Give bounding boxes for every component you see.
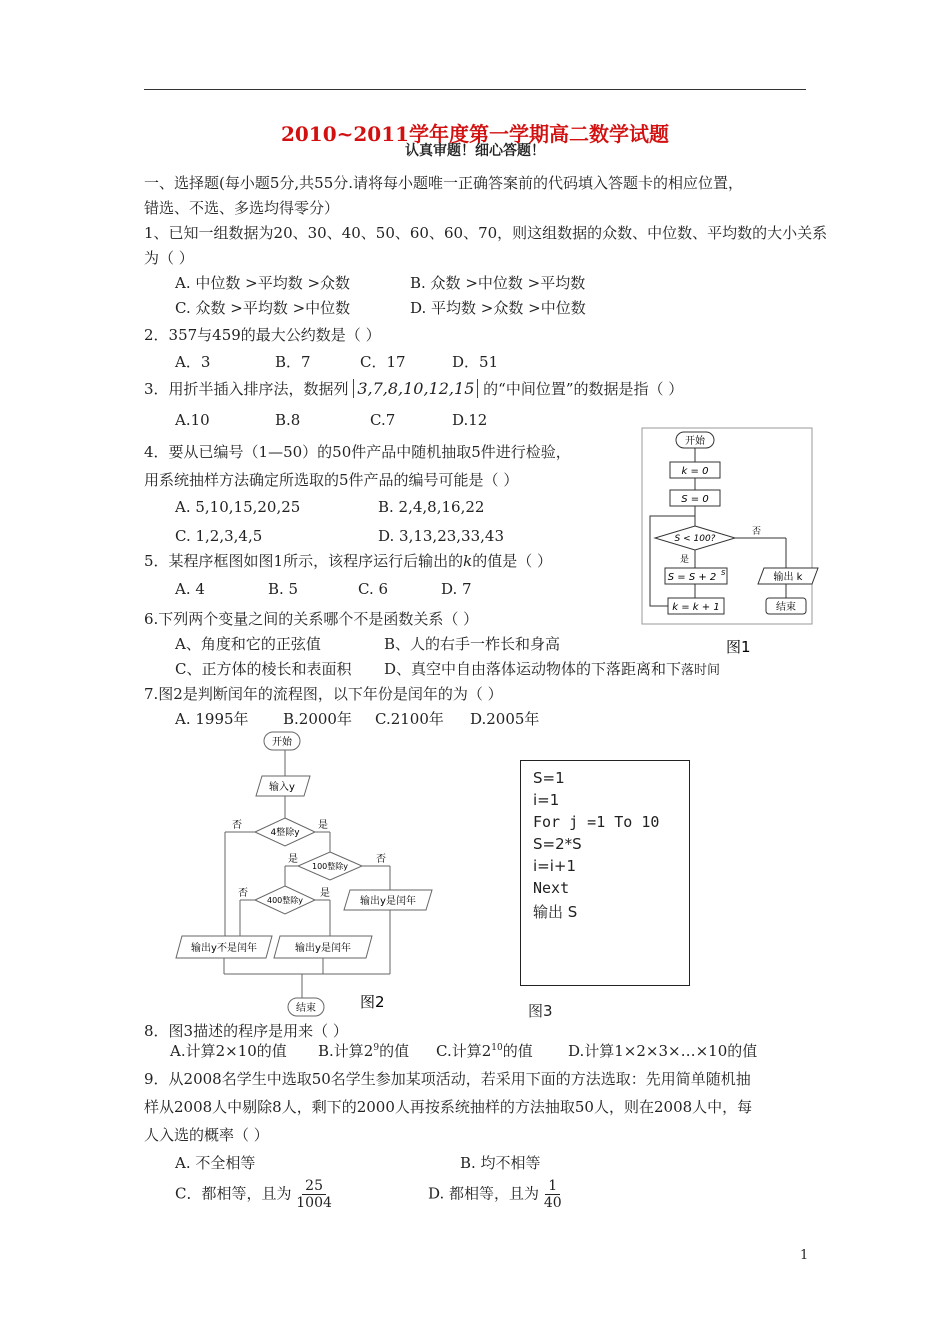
q9-option-d-den: 40 xyxy=(543,1195,562,1211)
fig3-line-3: For j =1 To 10 xyxy=(533,813,660,831)
fig3-line-6: Next xyxy=(533,879,570,897)
q9-option-c-fraction xyxy=(296,1178,332,1211)
fig3-caption: 图3 xyxy=(528,1002,553,1020)
q8-stem: 8．图3描述的程序是用来（ ） xyxy=(144,1022,348,1040)
q9-option-c-den: 1004 xyxy=(296,1195,332,1211)
q9-option-a: A. 不全相等 xyxy=(175,1154,256,1172)
q2-option-d: D．51 xyxy=(452,353,499,371)
q3-stem-pre: 3．用折半插入排序法，数据列 xyxy=(144,380,349,398)
fig2-cond400-no: 否 xyxy=(238,888,248,899)
q2-option-c: C．17 xyxy=(360,353,406,371)
q4-stem-line1: 4．要从已编号（1—50）的50件产品中随机抽取5件进行检验， xyxy=(144,443,571,461)
fig2-cond4-no: 否 xyxy=(232,820,242,831)
fig1-update-s-label: S = S + 2 xyxy=(667,572,717,583)
q6-stem: 6.下列两个变量之间的关系哪个不是函数关系（ ） xyxy=(144,610,479,628)
fig1-init-s-label: S = 0 xyxy=(681,494,709,505)
q7-option-c: C.2100年 xyxy=(375,710,444,728)
fig2-cond100-no: 否 xyxy=(376,854,386,865)
q8-option-c-main: C.计算2 xyxy=(436,1042,492,1060)
q9-option-d-num: 1 xyxy=(545,1178,560,1195)
q6-option-d-tail: 落时间 xyxy=(681,663,721,678)
q6-option-c: C、正方体的棱长和表面积 xyxy=(175,660,352,678)
q9-stem-line3: 人入选的概率（ ） xyxy=(144,1126,269,1144)
fig1-no-label: 否 xyxy=(752,527,762,537)
header-rule xyxy=(144,89,806,90)
fig1-update-k-label: k = k + 1 xyxy=(672,602,720,613)
fig1-output-label: 输出 k xyxy=(773,572,803,583)
fig3-line-7: 输出 S xyxy=(533,903,578,921)
fig2-caption: 图2 xyxy=(360,993,385,1011)
q2-option-a: A．3 xyxy=(175,353,211,371)
q8-option-a: A.计算2×10的值 xyxy=(170,1042,287,1060)
q5-option-a: A. 4 xyxy=(175,580,205,598)
q3-stem-post: 的“中间位置”的数据是指（ ） xyxy=(483,380,684,398)
fig2-cond4-yes: 是 xyxy=(318,820,328,831)
section-instructions-line1: 一、选择题(每小题5分,共55分.请将每小题唯一正确答案前的代码填入答题卡的相应位置， xyxy=(144,174,744,192)
fig2-cond400-label: 400整除y xyxy=(266,896,304,905)
fig2-leap-label: 输出y是闰年 xyxy=(295,943,351,954)
figure2-flowchart xyxy=(170,728,440,1023)
q7-option-a: A. 1995年 xyxy=(175,710,249,728)
q1-option-d: D. 平均数 >众数 >中位数 xyxy=(410,299,586,317)
q4-option-a: A. 5,10,15,20,25 xyxy=(175,498,301,516)
q8-option-d: D.计算1×2×3×…×10的值 xyxy=(568,1042,758,1060)
fig1-yes-label: 是 xyxy=(680,555,690,565)
fig1-start-label: 开始 xyxy=(685,436,705,447)
fig2-cond100-yes: 是 xyxy=(288,854,298,865)
fig2-leap-label-right: 输出y是闰年 xyxy=(360,896,416,907)
fig3-line-2: i=1 xyxy=(533,791,560,809)
q5-stem-pre: 5．某程序框图如图1所示，该程序运行后输出的 xyxy=(144,552,464,570)
fig1-init-k-label: k = 0 xyxy=(681,466,709,477)
q1-option-a: A. 中位数 >平均数 >众数 xyxy=(175,274,351,292)
section-instructions-line2: 错选、不选、多选均得零分） xyxy=(144,199,340,217)
q5-option-c: C. 6 xyxy=(358,580,389,598)
figure1-flowchart xyxy=(640,426,820,658)
q6-option-b: B、人的右手一柞长和身高 xyxy=(384,635,561,653)
q4-stem-line2: 用系统抽样方法确定所选取的5件产品的编号可能是（ ） xyxy=(144,471,519,489)
q1-option-c: C. 众数 >平均数 >中位数 xyxy=(175,299,351,317)
q5-stem xyxy=(144,550,552,571)
fig1-cond-label: S < 100? xyxy=(674,534,716,544)
q9-option-d-text: D. 都相等，且为 xyxy=(428,1184,540,1203)
q3-stem xyxy=(144,378,683,399)
q7-option-d: D.2005年 xyxy=(470,710,540,728)
q9-option-c-num: 25 xyxy=(302,1178,326,1195)
q8-option-c xyxy=(436,1040,533,1061)
fig3-line-5: i=i+1 xyxy=(533,857,577,875)
q3-option-a: A.10 xyxy=(175,411,210,429)
q7-option-b: B.2000年 xyxy=(283,710,352,728)
fig1-update-s-sup: S xyxy=(721,569,726,577)
q8-option-b xyxy=(318,1040,409,1061)
q5-option-b: B. 5 xyxy=(268,580,299,598)
q2-stem: 2．357与459的最大公约数是（ ） xyxy=(144,326,381,344)
q4-option-b: B. 2,4,8,16,22 xyxy=(378,498,485,516)
q1-option-b: B. 众数 >中位数 >平均数 xyxy=(410,274,586,292)
q8-option-b-main: B.计算2 xyxy=(318,1042,374,1060)
q8-option-c-sup: 10 xyxy=(491,1043,503,1053)
page-title: 2010~2011学年度第一学期高二数学试题 xyxy=(280,122,670,146)
q9-stem-line1: 9．从2008名学生中选取50名学生参加某项活动，若采用下面的方法选取：先用简单随机抽 xyxy=(144,1070,751,1088)
figure3-code-box xyxy=(520,760,690,986)
q7-stem: 7.图2是判断闰年的流程图，以下年份是闰年的为（ ） xyxy=(144,685,503,703)
q2-option-b: B．7 xyxy=(275,353,311,371)
fig3-line-1: S=1 xyxy=(533,769,565,787)
q3-option-b: B.8 xyxy=(275,411,301,429)
fig1-end-label: 结束 xyxy=(776,602,796,613)
q9-option-d xyxy=(428,1178,562,1211)
q9-stem-line2: 样从2008人中剔除8人，剩下的2000人再按系统抽样的方法抽取50人，则在2008人中，每 xyxy=(144,1098,753,1116)
q9-option-d-fraction xyxy=(544,1178,562,1211)
q8-option-b-sup: 9 xyxy=(373,1043,380,1053)
fig2-not-leap-label: 输出y不是闰年 xyxy=(191,943,257,954)
q8-option-c-tail: 的值 xyxy=(502,1042,533,1060)
q3-sequence: 3,7,8,10,12,15 xyxy=(353,379,478,398)
q5-option-d: D. 7 xyxy=(441,580,472,598)
fig2-cond100-label: 100整除y xyxy=(311,862,349,871)
page-subtitle: 认真审题！细心答题！ xyxy=(405,143,545,159)
fig1-caption: 图1 xyxy=(726,638,751,656)
q6-option-d xyxy=(384,658,720,679)
q8-option-b-tail: 的值 xyxy=(379,1042,410,1060)
fig2-end-label: 结束 xyxy=(296,1003,316,1014)
q9-option-c-text: C．都相等，且为 xyxy=(175,1184,292,1203)
q9-option-c xyxy=(175,1178,332,1211)
page-number: 1 xyxy=(800,1248,809,1263)
q1-stem-line2: 为（ ） xyxy=(144,249,194,267)
q3-option-c: C.7 xyxy=(370,411,396,429)
q5-var: k xyxy=(463,552,473,570)
q1-stem-line1: 1、已知一组数据为20、30、40、50、60、60、70，则这组数据的众数、中位数、平均数的大小关系 xyxy=(144,224,828,242)
fig2-input-label: 输入y xyxy=(269,782,295,793)
q6-option-d-main: D、真空中自由落体运动物体的下落距离和下 xyxy=(384,660,682,678)
q4-option-c: C. 1,2,3,4,5 xyxy=(175,527,263,545)
fig2-cond4-label: 4整除y xyxy=(270,828,300,838)
q5-stem-post: 的值是（ ） xyxy=(472,552,552,570)
fig2-start-label: 开始 xyxy=(272,737,292,748)
fig3-line-4: S=2*S xyxy=(533,835,582,853)
q9-option-b: B. 均不相等 xyxy=(460,1154,541,1172)
q3-option-d: D.12 xyxy=(452,411,488,429)
q6-option-a: A、角度和它的正弦值 xyxy=(175,635,321,653)
q4-option-d: D. 3,13,23,33,43 xyxy=(378,527,504,545)
fig2-cond400-yes: 是 xyxy=(320,888,330,899)
